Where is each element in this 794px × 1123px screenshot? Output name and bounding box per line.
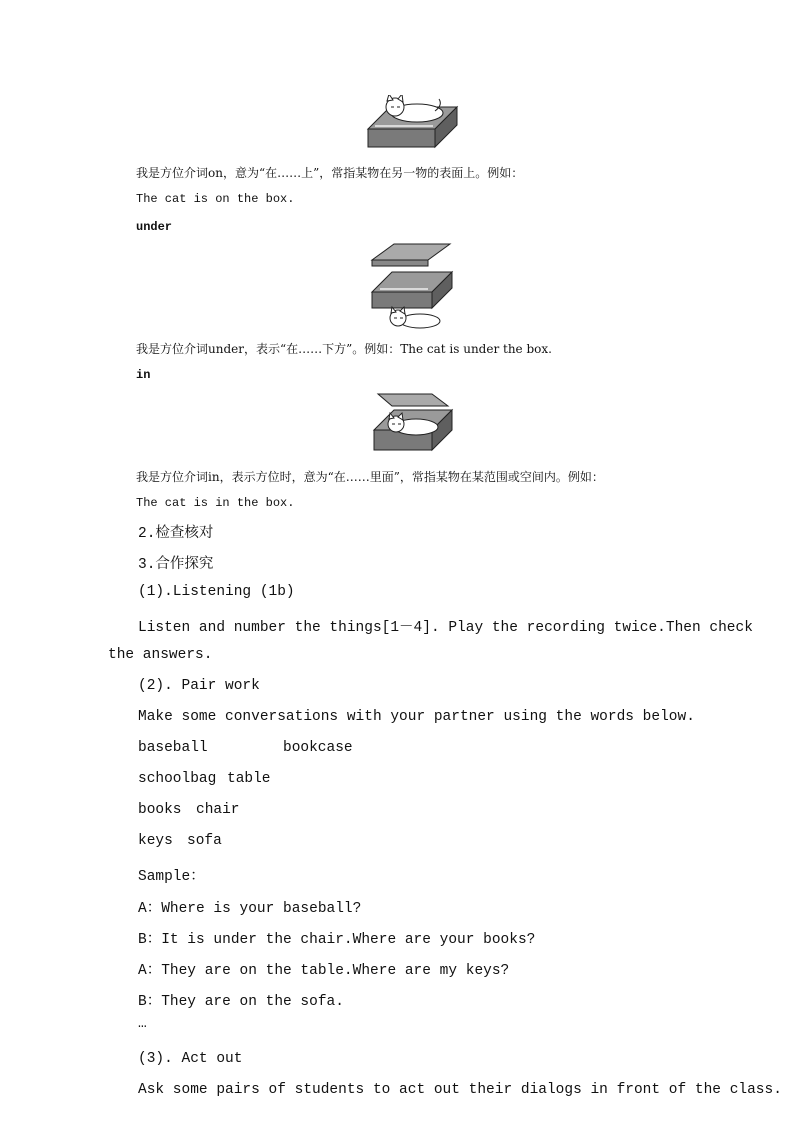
act-out-instruction: Ask some pairs of students to act out their dialogs in front of the class. bbox=[138, 1082, 782, 1098]
word-keys: keys bbox=[138, 833, 173, 849]
sample-label: Sample： bbox=[138, 869, 205, 885]
dialog-line: A：They are on the table.Where are my keys? bbox=[138, 963, 510, 979]
dialog-ellipsis: … bbox=[138, 1016, 147, 1032]
dialog-line: B：It is under the chair.Where are your books? bbox=[138, 932, 536, 948]
word-sofa: sofa bbox=[187, 833, 222, 849]
in-description: 我是方位介词in，表示方位时，意为“在……里面”，常指某物在某范围或空间内。例如： bbox=[136, 470, 604, 484]
in-heading: in bbox=[136, 368, 151, 382]
word-baseball: baseball bbox=[138, 740, 208, 756]
in-example: The cat is in the box. bbox=[136, 496, 295, 510]
listening-title: (1).Listening (1b) bbox=[138, 584, 295, 600]
on-description: 我是方位介词on，意为“在……上”，常指某物在另一物的表面上。例如： bbox=[136, 166, 524, 180]
pair-work-title: (2). Pair work bbox=[138, 678, 260, 694]
word-bookcase: bookcase bbox=[283, 740, 353, 756]
word-books: books bbox=[138, 802, 182, 818]
word-chair: chair bbox=[196, 802, 240, 818]
under-description: 我是方位介词under，表示“在……下方”。例如：The cat is under the box. bbox=[136, 342, 552, 356]
pair-work-instruction: Make some conversations with your partner using the words below. bbox=[138, 709, 695, 725]
dialog-line: A：Where is your baseball? bbox=[138, 901, 362, 917]
under-heading: under bbox=[136, 220, 173, 234]
listening-line2: the answers. bbox=[108, 647, 213, 663]
step-check: 2.检查核对 bbox=[138, 526, 214, 542]
word-table: table bbox=[227, 771, 271, 787]
word-schoolbag: schoolbag bbox=[138, 771, 217, 787]
on-example: The cat is on the box. bbox=[136, 192, 295, 206]
cat-in-box-illustration bbox=[370, 392, 456, 456]
act-out-title: (3). Act out bbox=[138, 1051, 243, 1067]
cat-under-box-illustration bbox=[368, 242, 458, 330]
dialog-line: B：They are on the sofa. bbox=[138, 994, 344, 1010]
listening-line1: Listen and number the things[1－4]. Play the recording twice.Then check bbox=[138, 620, 753, 636]
step-explore: 3.合作探究 bbox=[138, 557, 214, 573]
cat-on-box-illustration bbox=[365, 95, 460, 153]
